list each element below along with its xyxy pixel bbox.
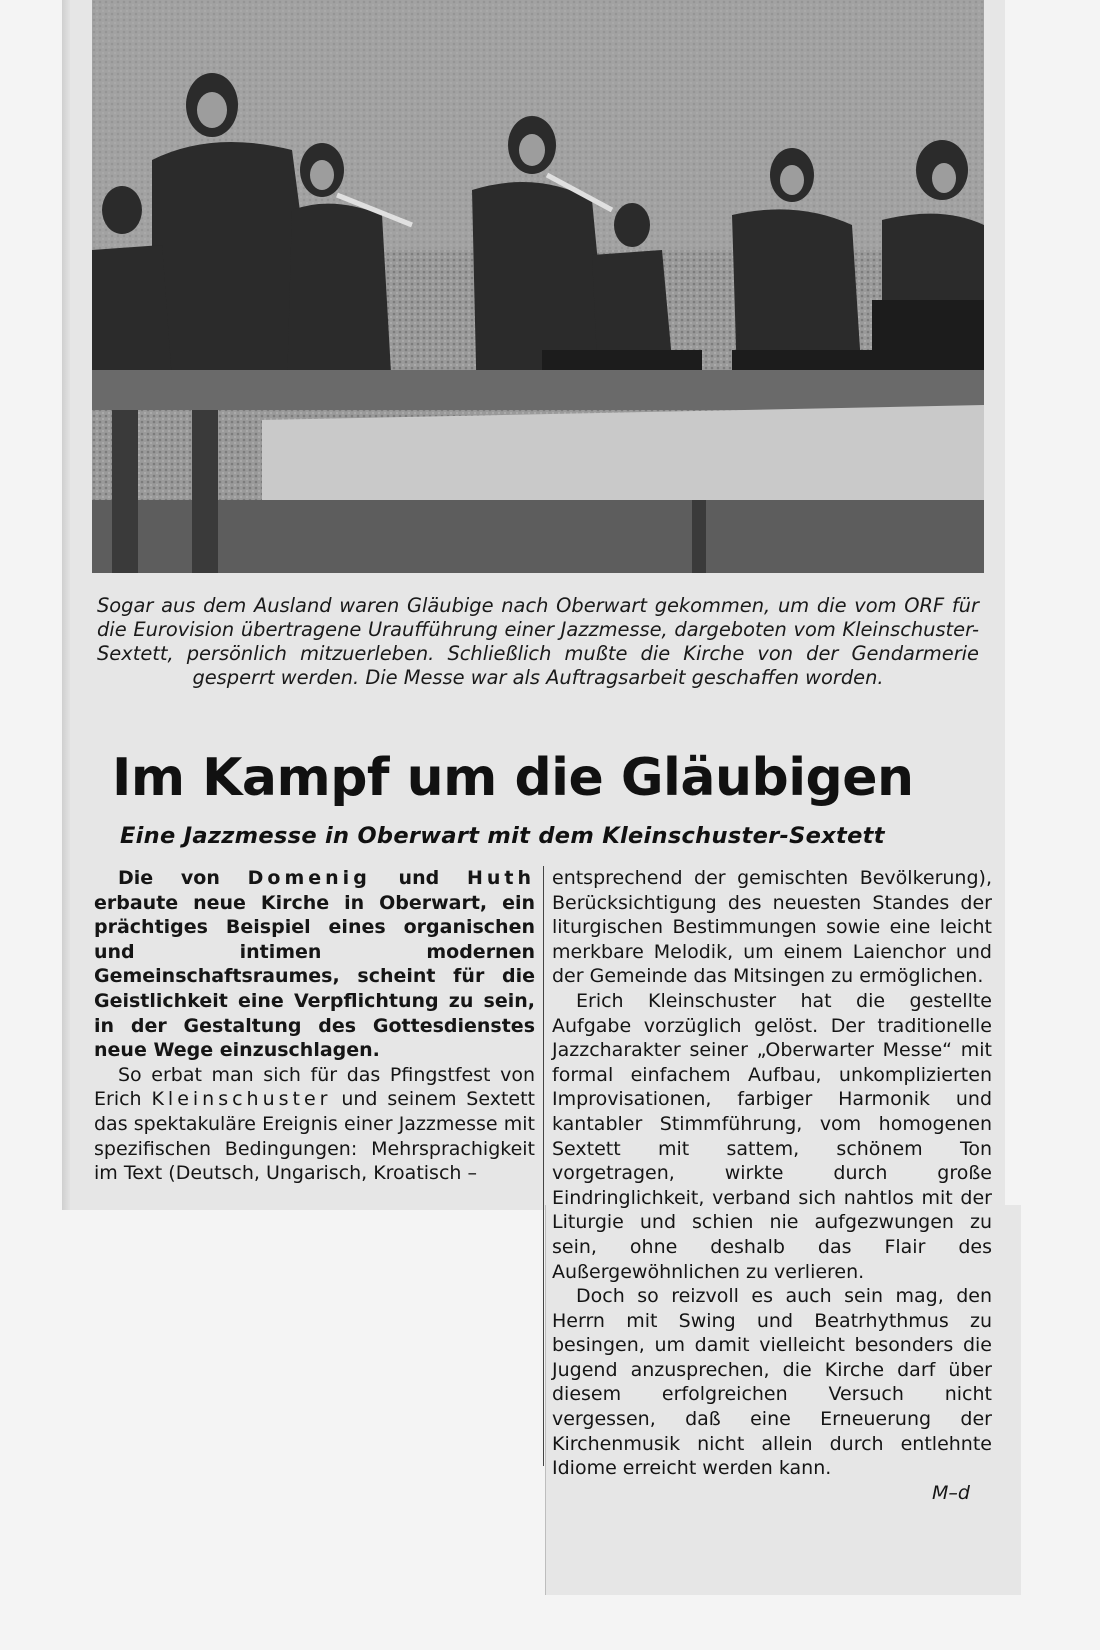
architect-name: Domenig [247,867,371,889]
photo-caption: Sogar aus dem Ausland waren Gläubige nach Oberwart gekommen, um die vom ORF für die Eurovision übertragene Uraufführung einer Jazzmesse, dargeboten vom Kleinschuster-Sextett, persönlich mitzuerleben. Schließlich mußte die Kirche von der Gendarmerie gesperrt werden. Die Messe war als Auftragsarbeit geschaffen worden. [97,594,979,689]
paragraph-continuation: entsprechend der gemischten Bevölkerung), Berücksichtigung des neuesten Standes der liturgischen Bestimmungen sowie eine leicht merkbare Melodik, um einem Laienchor und der Gemeinde das Mitsingen zu ermöglichen. [552,867,992,988]
text: und [370,867,467,889]
text: erbaute neue Kirche in Oberwart, ein prächtiges Beispiel eines organischen und intimen modernen Gemeinschaftsraumes, scheint für die Geistlichkeit eine Verpflichtung zu sein, in der Gestaltung des Gottesdienstes neue Wege einzuschlagen. [94,891,535,1062]
subheadline: Eine Jazzmesse in Oberwart mit dem Kleinschuster-Sextett [120,823,885,849]
paragraph: Doch so reizvoll es auch sein mag, den Herrn mit Swing und Beatrhythmus zu besingen, um damit vielleicht besonders die Jugend anzusprechen, die Kirche darf über diesem erfolgreichen Versuch nicht vergessen, daß eine Erneuerung der Kirchenmusik nicht allein durch entlehnte Idiome erreicht werden kann. [552,1285,992,1480]
text: und seinem Sextett das spektakuläre Ereignis einer Jazzmesse mit spezifischen Bedingungen: Mehrsprachigkeit im Text (Deutsch, Ungarisch, Kroatisch – [94,1088,536,1185]
author-signature: M–d [932,1481,970,1504]
intro-paragraph [94,866,535,1063]
paragraph: Erich Kleinschuster hat die gestellte Aufgabe vorzüglich gelöst. Der traditionelle Jazzcharakter seiner „Oberwarter Messe“ mit formal einfachem Aufbau, unkomplizierten Improvisationen, farbiger Harmonik und kantabler Stimmführung, vom homogenen Sextett mit sattem, schönem Ton vorgetragen, wirkte durch große Eindringlichkeit, verband sich nahtlos mit der Liturgie und schien nie aufgezwungen zu sein, ohne deshalb das Flair des Außergewöhnlichen zu verlieren. [552,989,992,1283]
headline: Im Kampf um die Gläubigen [112,748,914,808]
column-divider [543,866,544,1466]
band-photo-illustration [92,0,984,573]
paragraph [94,1063,535,1186]
text: So erbat man sich für das Pfingstfest von Erich [94,1063,535,1111]
article-column-left [94,866,535,1186]
architect-name: Huth [466,867,535,889]
article-column-right [552,866,992,1505]
text: Die von [118,867,248,889]
musician-name: Kleinschuster [151,1088,332,1111]
band-photo [92,0,984,573]
